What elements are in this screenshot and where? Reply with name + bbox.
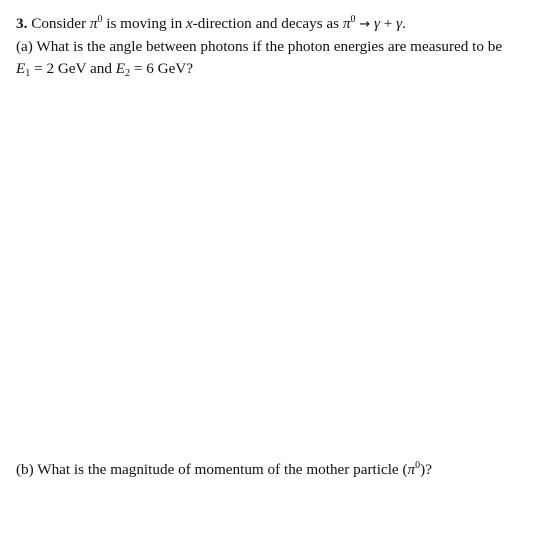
- problem-statement: 3. Consider $\pi^0$ is moving in x-direction and decays as $\pi^0 \to \gamma + \gamma$.: [16, 14, 406, 32]
- part-a-energies: $E_1 = 2$ GeV and $E_2 = 6$ GeV?: [16, 60, 194, 79]
- problem-number: 3.: [16, 15, 28, 32]
- part-a-question: (a) What is the angle between photons if the photon energies are measured to be: [16, 38, 503, 55]
- part-b-block: [16, 459, 531, 481]
- part-b-question: (b) What is the magnitude of momentum of the mother particle $(\pi^0)$?: [16, 460, 432, 478]
- photon-symbol: γ: [373, 15, 380, 32]
- pion-symbol: π: [89, 15, 98, 32]
- problem-block: [16, 13, 531, 80]
- arrow-icon: →: [359, 17, 371, 32]
